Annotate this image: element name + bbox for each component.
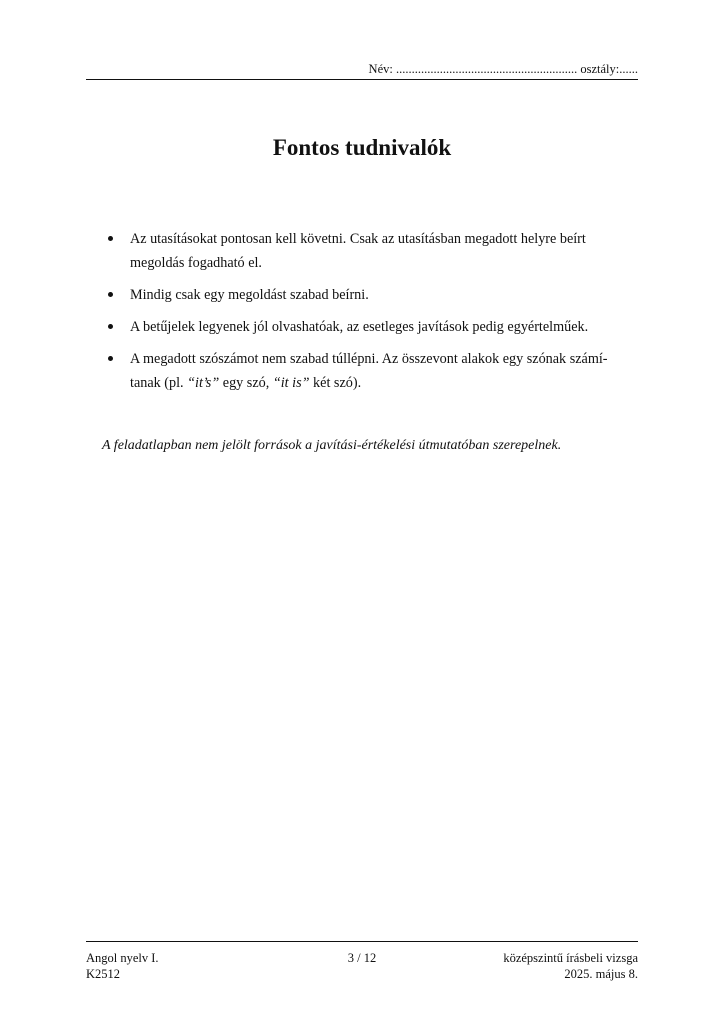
footer-code: K2512 <box>86 967 121 981</box>
instruction-text: egy szó, <box>219 375 273 391</box>
instruction-text: Az utasításokat pontosan kell követni. Csak az utasításban megadott helyre beírt megoldás fogadható el. <box>130 231 586 271</box>
instruction-list <box>104 227 632 403</box>
example-two-words: “it is” <box>272 375 310 391</box>
instruction-item <box>104 283 632 307</box>
example-contraction: “it’s” <box>187 375 220 391</box>
footer-right <box>503 950 638 982</box>
instruction-text: A betűjelek legyenek jól olvashatóak, az esetleges javítások pedig egyértelműek. <box>130 319 589 335</box>
bullet-icon <box>108 292 113 297</box>
instruction-text: A megadott szószámot nem szabad túllépni. Az összevont alakok egy szónak számí-tanak (pl. <box>130 351 608 391</box>
name-dots: .......................................................... <box>395 62 578 76</box>
header-name-class-line <box>86 61 638 77</box>
class-label: osztály: <box>580 62 620 76</box>
bullet-icon <box>108 324 113 329</box>
footer-exam-type: középszintű írásbeli vizsga <box>503 951 638 965</box>
footer-subject: Angol nyelv I. <box>86 951 159 965</box>
page-title: Fontos tudnivalók <box>272 135 452 160</box>
bullet-icon <box>108 236 113 241</box>
name-label: Név: <box>368 62 393 76</box>
page-number: 3 / 12 <box>347 951 377 965</box>
footer-date: 2025. május 8. <box>564 967 638 981</box>
instruction-text: két szó). <box>309 375 362 391</box>
instruction-text: Mindig csak egy megoldást szabad beírni. <box>130 287 369 303</box>
class-dots: ...... <box>619 62 638 76</box>
footer-rule <box>86 941 638 942</box>
instruction-item <box>104 347 632 395</box>
instruction-item <box>104 315 632 339</box>
bullet-icon <box>108 356 113 361</box>
sources-note: A feladatlapban nem jelölt források a javítási-értékelési útmutatóban szerepelnek. <box>102 438 562 453</box>
header-rule <box>86 79 638 80</box>
instruction-item <box>104 227 632 275</box>
